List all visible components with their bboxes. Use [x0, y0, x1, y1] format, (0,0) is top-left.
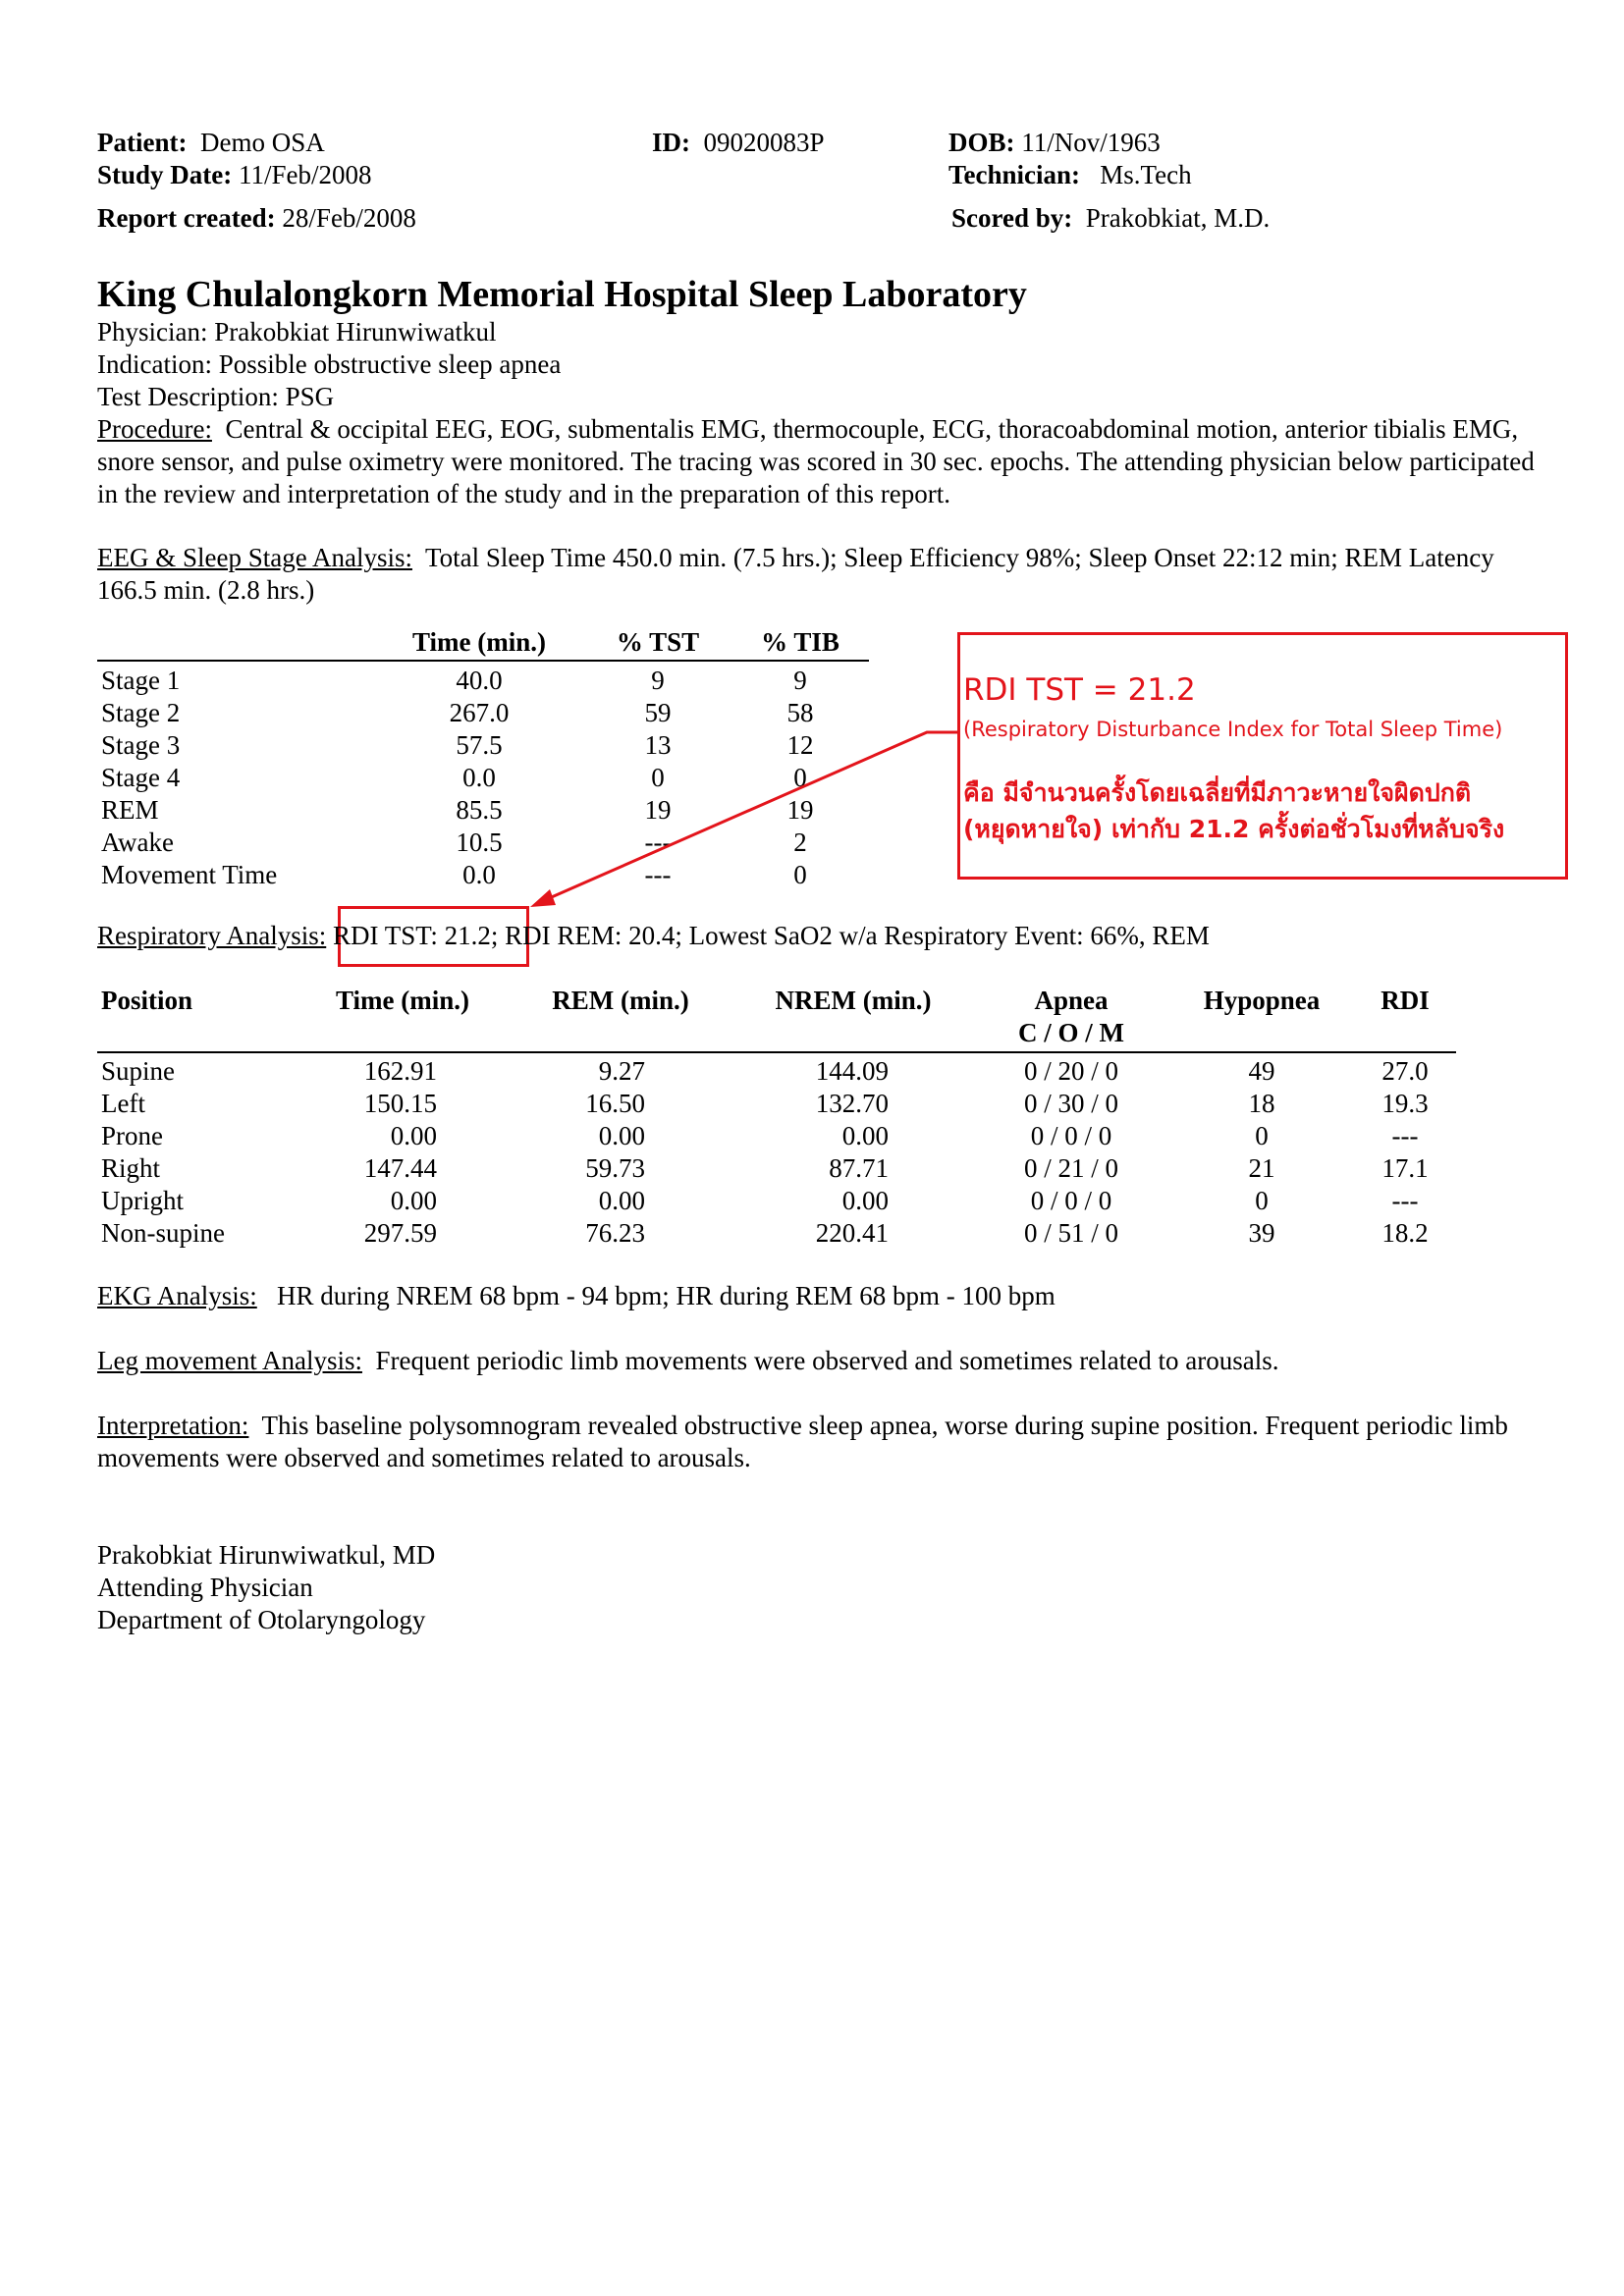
arrow-head: [530, 889, 556, 907]
position-cell-rem: 9.27: [598, 1056, 645, 1086]
pos-header-time: Time (min.): [336, 986, 469, 1015]
position-cell-hypopnea: 39: [1248, 1218, 1275, 1248]
position-cell-rem: 0.00: [598, 1121, 645, 1150]
annotation-thai-line2: (หยุดหายใจ) เท่ากับ 21.2 ครั้งต่อชั่วโมงที่หลับจริง: [963, 815, 1505, 843]
position-cell-apnea: 0 / 0 / 0: [1030, 1121, 1112, 1150]
position-cell-nrem: 0.00: [841, 1121, 889, 1150]
annotation-title: RDI TST = 21.2: [963, 672, 1196, 708]
position-cell-apnea: 0 / 0 / 0: [1030, 1186, 1112, 1215]
leg-text: Frequent periodic limb movements were observed and sometimes related to arousals.: [375, 1346, 1279, 1375]
physician-line: Physician: Prakobkiat Hirunwiwatkul: [97, 317, 497, 347]
position-cell-nrem: 144.09: [815, 1056, 889, 1086]
stage-cell-tib: 0: [793, 763, 807, 792]
eeg-label: EEG & Sleep Stage Analysis:: [97, 543, 412, 572]
position-cell-position: Supine: [101, 1056, 176, 1086]
position-cell-rdi: 17.1: [1381, 1153, 1429, 1183]
stage-cell-stage: Awake: [101, 828, 174, 857]
position-cell-time: 0.00: [390, 1186, 437, 1215]
interpretation-paragraph: [97, 1410, 1550, 1474]
eeg-text: Total Sleep Time 450.0 min. (7.5 hrs.); Sleep Efficiency 98%; Sleep Onset 22:12 min; REM Latency 166.5 min. (2.8 hrs.): [97, 543, 1494, 605]
signature-department: Department of Otolaryngology: [97, 1605, 426, 1634]
position-cell-hypopnea: 49: [1248, 1056, 1275, 1086]
position-cell-rdi: ---: [1391, 1121, 1419, 1150]
stage-header-time: Time (min.): [412, 627, 546, 657]
dob-label: DOB:: [948, 128, 1015, 157]
stage-cell-time: 85.5: [456, 795, 503, 825]
stage-cell-stage: Movement Time: [101, 860, 278, 889]
stage-cell-time: 40.0: [456, 666, 503, 695]
position-cell-position: Prone: [101, 1121, 163, 1150]
position-cell-position: Non-supine: [101, 1218, 225, 1248]
stage-cell-tib: 2: [793, 828, 807, 857]
pos-header-apnea: Apnea: [1034, 986, 1109, 1015]
stage-cell-tib: 19: [786, 795, 814, 825]
stage-cell-tst: ---: [644, 828, 672, 857]
position-cell-time: 150.15: [363, 1089, 437, 1118]
position-cell-nrem: 132.70: [815, 1089, 889, 1118]
scored-by-value: Prakobkiat, M.D.: [1085, 203, 1271, 233]
stage-cell-stage: REM: [101, 795, 159, 825]
report-created-label: Report created:: [97, 203, 276, 233]
position-cell-position: Left: [101, 1089, 145, 1118]
position-cell-hypopnea: 0: [1255, 1121, 1269, 1150]
respiratory-line: [97, 920, 1210, 952]
position-cell-apnea: 0 / 30 / 0: [1023, 1089, 1118, 1118]
position-cell-apnea: 0 / 21 / 0: [1023, 1153, 1118, 1183]
pos-header-hypopnea: Hypopnea: [1203, 986, 1321, 1015]
stage-cell-tst: 9: [651, 666, 665, 695]
stage-cell-time: 0.0: [462, 763, 496, 792]
ekg-text: HR during NREM 68 bpm - 94 bpm; HR during REM 68 bpm - 100 bpm: [277, 1281, 1056, 1310]
position-cell-time: 0.00: [390, 1121, 437, 1150]
report-created-value: 28/Feb/2008: [282, 203, 416, 233]
indication-line: Indication: Possible obstructive sleep apnea: [97, 349, 562, 379]
id-label: ID:: [652, 128, 690, 157]
stage-cell-tib: 58: [786, 698, 814, 727]
signature-role: Attending Physician: [97, 1573, 313, 1602]
stage-cell-tst: 0: [651, 763, 665, 792]
stage-cell-time: 0.0: [462, 860, 496, 889]
annotation-thai-line1: คือ มีจำนวนครั้งโดยเฉลี่ยที่มีภาวะหายใจผิดปกติ: [963, 778, 1472, 807]
stage-cell-tst: 59: [644, 698, 672, 727]
pos-header-rdi: RDI: [1380, 986, 1430, 1015]
procedure-text: Central & occipital EEG, EOG, submentalis EMG, thermocouple, ECG, thoracoabdominal motion, anterior tibialis EMG, snore sensor, and pulse oximetry were monitored. The tracing was scored in 30 sec. epochs. The attending physician below participated in the review and interpretation of the study and in the preparation of this report.: [97, 414, 1535, 508]
position-cell-apnea: 0 / 20 / 0: [1023, 1056, 1118, 1086]
position-cell-rem: 0.00: [598, 1186, 645, 1215]
study-date-value: 11/Feb/2008: [239, 160, 372, 189]
stage-cell-time: 57.5: [456, 730, 503, 760]
position-cell-time: 162.91: [363, 1056, 437, 1086]
stage-cell-stage: Stage 1: [101, 666, 181, 695]
scored-by-label: Scored by:: [951, 203, 1073, 233]
respiratory-rest: RDI REM: 20.4; Lowest SaO2 w/a Respiratory Event: 66%, REM: [505, 921, 1210, 950]
leg-line: [97, 1345, 1278, 1377]
position-cell-rem: 16.50: [585, 1089, 645, 1118]
technician-label: Technician:: [948, 160, 1081, 189]
position-cell-rdi: 18.2: [1381, 1218, 1429, 1248]
stage-cell-time: 10.5: [456, 828, 503, 857]
position-cell-time: 297.59: [363, 1218, 437, 1248]
patient-label: Patient:: [97, 128, 188, 157]
stage-cell-stage: Stage 2: [101, 698, 181, 727]
position-cell-hypopnea: 21: [1248, 1153, 1275, 1183]
stage-cell-time: 267.0: [449, 698, 510, 727]
stage-cell-stage: Stage 4: [101, 763, 181, 792]
position-cell-rdi: ---: [1391, 1186, 1419, 1215]
study-date-label: Study Date:: [97, 160, 233, 189]
ekg-label: EKG Analysis:: [97, 1281, 257, 1310]
position-cell-nrem: 220.41: [815, 1218, 889, 1248]
stage-cell-tib: 12: [786, 730, 814, 760]
annotation-subtitle: (Respiratory Disturbance Index for Total Sleep Time): [963, 718, 1503, 741]
interpretation-text: This baseline polysomnogram revealed obstructive sleep apnea, worse during supine position. Frequent periodic limb movements were observed and sometimes related to arousals.: [97, 1411, 1508, 1472]
pos-header-nrem: NREM (min.): [775, 986, 932, 1015]
position-cell-hypopnea: 18: [1248, 1089, 1275, 1118]
position-cell-rdi: 27.0: [1381, 1056, 1429, 1086]
procedure-label: Procedure:: [97, 414, 212, 444]
stage-header-tib: % TIB: [761, 627, 839, 657]
pos-header-apnea-sub: C / O / M: [1018, 1018, 1124, 1047]
position-cell-position: Upright: [101, 1186, 184, 1215]
stage-header-tst: % TST: [616, 627, 700, 657]
ekg-line: [97, 1280, 1056, 1312]
stage-cell-tib: 9: [793, 666, 807, 695]
pos-header-position: Position: [101, 986, 193, 1015]
position-cell-rem: 59.73: [585, 1153, 645, 1183]
dob-value: 11/Nov/1963: [1021, 128, 1161, 157]
position-cell-rdi: 19.3: [1381, 1089, 1429, 1118]
test-description-line: Test Description: PSG: [97, 382, 335, 411]
signature-name: Prakobkiat Hirunwiwatkul, MD: [97, 1540, 436, 1570]
interpretation-label: Interpretation:: [97, 1411, 249, 1440]
id-value: 09020083P: [703, 128, 825, 157]
stage-cell-tib: 0: [793, 860, 807, 889]
stage-cell-stage: Stage 3: [101, 730, 181, 760]
leg-label: Leg movement Analysis:: [97, 1346, 362, 1375]
rdi-tst-value: RDI TST: 21.2;: [332, 921, 499, 950]
position-cell-rem: 76.23: [585, 1218, 645, 1248]
position-cell-hypopnea: 0: [1255, 1186, 1269, 1215]
position-cell-time: 147.44: [363, 1153, 437, 1183]
position-cell-apnea: 0 / 51 / 0: [1023, 1218, 1118, 1248]
arrow-line: [538, 732, 957, 903]
technician-value: Ms.Tech: [1100, 160, 1192, 189]
patient-value: Demo OSA: [199, 128, 325, 157]
position-cell-nrem: 87.71: [829, 1153, 889, 1183]
stage-cell-tst: 13: [644, 730, 672, 760]
position-cell-nrem: 0.00: [841, 1186, 889, 1215]
stage-cell-tst: 19: [644, 795, 672, 825]
pos-header-rem: REM (min.): [552, 986, 689, 1015]
report-title: King Chulalongkorn Memorial Hospital Sleep Laboratory: [97, 274, 1027, 315]
respiratory-label: Respiratory Analysis:: [97, 921, 327, 950]
stage-cell-tst: ---: [644, 860, 672, 889]
position-cell-position: Right: [101, 1153, 161, 1183]
position-table-rule: [97, 1051, 1456, 1053]
